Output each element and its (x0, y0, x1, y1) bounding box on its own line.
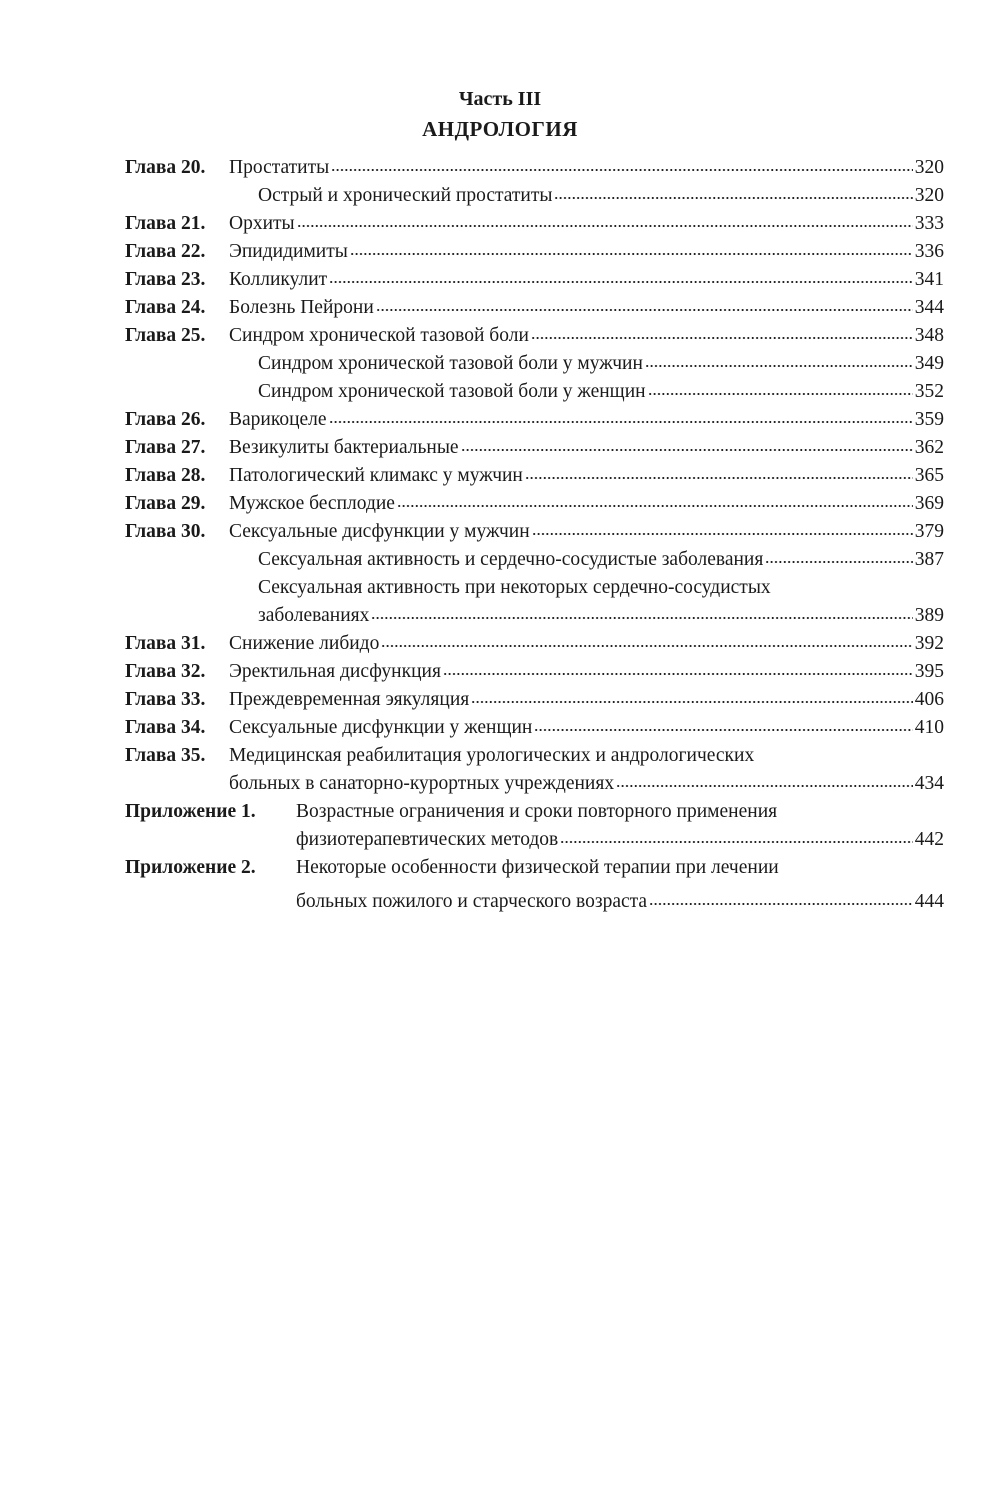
toc-entry[interactable] (125, 742, 944, 770)
page-number: 406 (914, 689, 944, 710)
entry-title: Сексуальная активность при некоторых сердечно-сосудистых (258, 577, 771, 598)
dot-leader (554, 196, 912, 200)
dot-leader (350, 252, 913, 256)
entry-title: Синдром хронической тазовой боли (229, 325, 529, 346)
entry-title: Синдром хронической тазовой боли у мужчин (258, 353, 643, 374)
page-number: 389 (914, 605, 944, 626)
page-number: 392 (914, 633, 944, 654)
toc-entry[interactable] (125, 154, 944, 182)
dot-leader (461, 448, 913, 452)
entry-title: Сексуальные дисфункции у женщин (229, 717, 533, 738)
part-heading: Часть III (458, 88, 542, 110)
entry-title: Преждевременная эякуляция (229, 689, 470, 710)
chapter-label: Глава 20. (125, 157, 206, 178)
chapter-label: Приложение 2. (125, 857, 256, 878)
page-number: 352 (914, 381, 944, 402)
toc-entry[interactable] (125, 658, 944, 686)
page-number: 336 (914, 241, 944, 262)
chapter-label: Глава 33. (125, 689, 206, 710)
entry-title: Сексуальная активность и сердечно-сосудистые заболевания (258, 549, 764, 570)
toc-entry[interactable] (125, 322, 944, 350)
toc-entry[interactable] (125, 238, 944, 266)
chapter-label: Глава 21. (125, 213, 206, 234)
entry-title: Медицинская реабилитация урологических и андрологических (229, 745, 755, 766)
dot-leader (531, 336, 913, 340)
page-number: 359 (914, 409, 944, 430)
chapter-label: Глава 35. (125, 745, 206, 766)
toc-entry[interactable] (125, 546, 944, 574)
toc-entry[interactable] (125, 462, 944, 490)
page-number: 442 (914, 829, 944, 850)
dot-leader (648, 392, 913, 396)
entry-title: Везикулиты бактериальные (229, 437, 459, 458)
entry-title: Орхиты (229, 213, 295, 234)
page-number: 320 (914, 185, 944, 206)
entry-title: Эректильная дисфункция (229, 661, 441, 682)
page-number: 387 (914, 549, 944, 570)
section-title: АНДРОЛОГИЯ (422, 117, 578, 141)
dot-leader (329, 420, 913, 424)
entry-title: Сексуальные дисфункции у мужчин (229, 521, 530, 542)
page-number: 379 (914, 521, 944, 542)
entry-title: Острый и хронический простатиты (258, 185, 553, 206)
chapter-label: Глава 30. (125, 521, 206, 542)
entry-title: Патологический климакс у мужчин (229, 465, 523, 486)
toc-entry[interactable] (125, 266, 944, 294)
dot-leader (649, 902, 913, 906)
toc-entry[interactable] (125, 854, 944, 882)
page-number: 365 (914, 465, 944, 486)
page-number: 344 (914, 297, 944, 318)
chapter-label: Глава 32. (125, 661, 206, 682)
toc-entry[interactable] (125, 434, 944, 462)
dot-leader (329, 280, 913, 284)
toc-entry[interactable] (125, 826, 944, 854)
toc-entry[interactable] (125, 602, 944, 630)
chapter-label: Глава 26. (125, 409, 206, 430)
page-number: 434 (914, 773, 944, 794)
dot-leader (376, 308, 913, 312)
toc-entry[interactable] (125, 350, 944, 378)
toc-entry[interactable] (125, 490, 944, 518)
chapter-label: Глава 23. (125, 269, 206, 290)
dot-leader (471, 700, 913, 704)
dot-leader (331, 168, 913, 172)
dot-leader (645, 364, 913, 368)
toc-entry[interactable] (125, 378, 944, 406)
entry-title: Эпидидимиты (229, 241, 348, 262)
entry-title: Возрастные ограничения и сроки повторного применения (296, 801, 778, 822)
entry-title: Колликулит (229, 269, 328, 290)
dot-leader (560, 840, 912, 844)
toc-entry[interactable] (125, 210, 944, 238)
toc-entry[interactable] (125, 770, 944, 798)
chapter-label: Глава 28. (125, 465, 206, 486)
chapter-label: Глава 22. (125, 241, 206, 262)
entry-title: физиотерапевтических методов (296, 829, 559, 850)
entry-title: Мужское бесплодие (229, 493, 395, 514)
dot-leader (443, 672, 913, 676)
page-number: 348 (914, 325, 944, 346)
entry-title: Снижение либидо (229, 633, 380, 654)
dot-leader (534, 728, 912, 732)
dot-leader (371, 616, 912, 620)
dot-leader (765, 560, 912, 564)
toc-entry[interactable] (125, 798, 944, 826)
toc-entry[interactable] (125, 630, 944, 658)
dot-leader (381, 644, 912, 648)
toc-entry[interactable] (125, 406, 944, 434)
page-number: 369 (914, 493, 944, 514)
toc-entry[interactable] (125, 888, 944, 916)
entry-title: Синдром хронической тазовой боли у женщин (258, 381, 646, 402)
entry-title: Варикоцеле (229, 409, 327, 430)
dot-leader (297, 224, 913, 228)
page-number: 320 (914, 157, 944, 178)
dot-leader (532, 532, 913, 536)
entry-title: больных в санаторно-курортных учреждениях (229, 773, 615, 794)
chapter-label: Приложение 1. (125, 801, 256, 822)
toc-entry[interactable] (125, 574, 944, 602)
table-of-contents (125, 154, 944, 916)
page-number: 362 (914, 437, 944, 458)
page-number: 349 (914, 353, 944, 374)
chapter-label: Глава 27. (125, 437, 206, 458)
entry-title: заболеваниях (258, 605, 370, 626)
toc-entry[interactable] (125, 518, 944, 546)
page-number: 341 (914, 269, 944, 290)
page-number: 333 (914, 213, 944, 234)
chapter-label: Глава 31. (125, 633, 206, 654)
dot-leader (525, 476, 913, 480)
entry-title: Болезнь Пейрони (229, 297, 374, 318)
entry-title: Простатиты (229, 157, 330, 178)
chapter-label: Глава 25. (125, 325, 206, 346)
chapter-label: Глава 29. (125, 493, 206, 514)
entry-title: больных пожилого и старческого возраста (296, 891, 648, 912)
dot-leader (616, 784, 913, 788)
toc-entry[interactable] (125, 182, 944, 210)
toc-entry[interactable] (125, 686, 944, 714)
page-number: 444 (914, 891, 944, 912)
toc-entry[interactable] (125, 714, 944, 742)
chapter-label: Глава 34. (125, 717, 206, 738)
page-number: 395 (914, 661, 944, 682)
toc-entry[interactable] (125, 294, 944, 322)
entry-title: Некоторые особенности физической терапии при лечении (296, 857, 779, 878)
chapter-label: Глава 24. (125, 297, 206, 318)
page-number: 410 (914, 717, 944, 738)
dot-leader (397, 504, 913, 508)
